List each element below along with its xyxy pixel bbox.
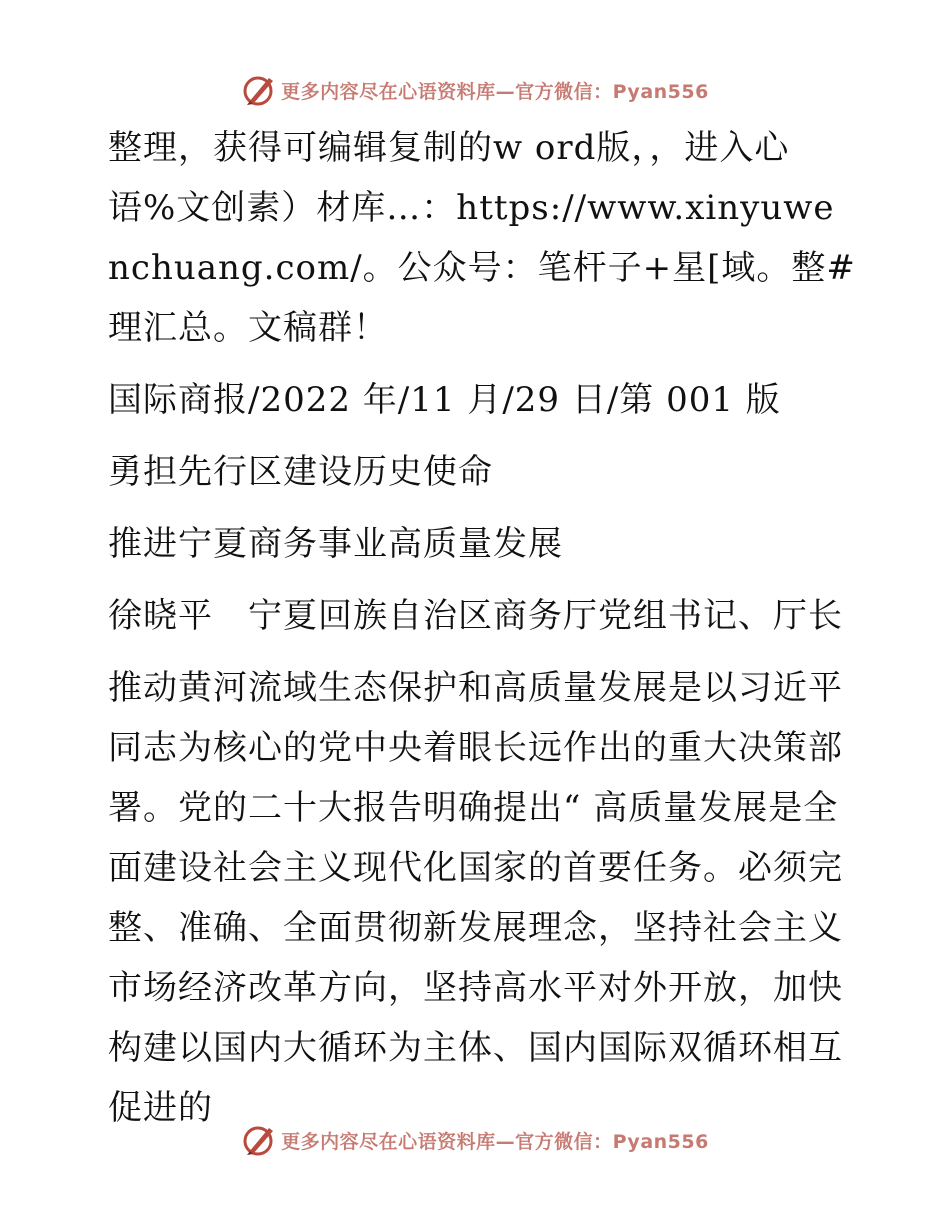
headline-line-1: 勇担先行区建设历史使命	[108, 452, 493, 492]
pen-logo-icon	[241, 1122, 277, 1158]
publication-line: 国际商报/2022 年/11 月/29 日/第 001 版	[108, 380, 781, 420]
header-watermark	[0, 70, 950, 110]
watermark-text: 更多内容尽在心语资料库—官方微信：Pyan556	[281, 1130, 709, 1153]
author-line: 徐晓平 宁夏回族自治区商务厅党组书记、厅长	[108, 596, 843, 636]
document-body	[96, 118, 856, 1138]
notice-paragraph: 整理，获得可编辑复制的w ord版，，进入心语%文创素）材库…：https://www.xinyuwenchuang.com/。公众号：笔杆子+星[域。整#理汇总。文稿群！	[108, 128, 856, 348]
body-paragraph: 推动黄河流域生态保护和高质量发展是以习近平同志为核心的党中央着眼长远作出的重大决策部署。党的二十大报告明确提出“ 高质量发展是全面建设社会主义现代化国家的首要任务。必须完整、准确、全面贯彻新发展理念，坚持社会主义市场经济改革方向，坚持高水平对外开放，加快构建以国内大循环为主体、国内国际双循环相互促进的	[108, 668, 843, 1128]
headline-line-2: 推进宁夏商务事业高质量发展	[108, 524, 563, 564]
watermark-text: 更多内容尽在心语资料库—官方微信：Pyan556	[281, 80, 709, 103]
footer-watermark	[0, 1120, 950, 1160]
pen-logo-icon	[241, 72, 277, 108]
